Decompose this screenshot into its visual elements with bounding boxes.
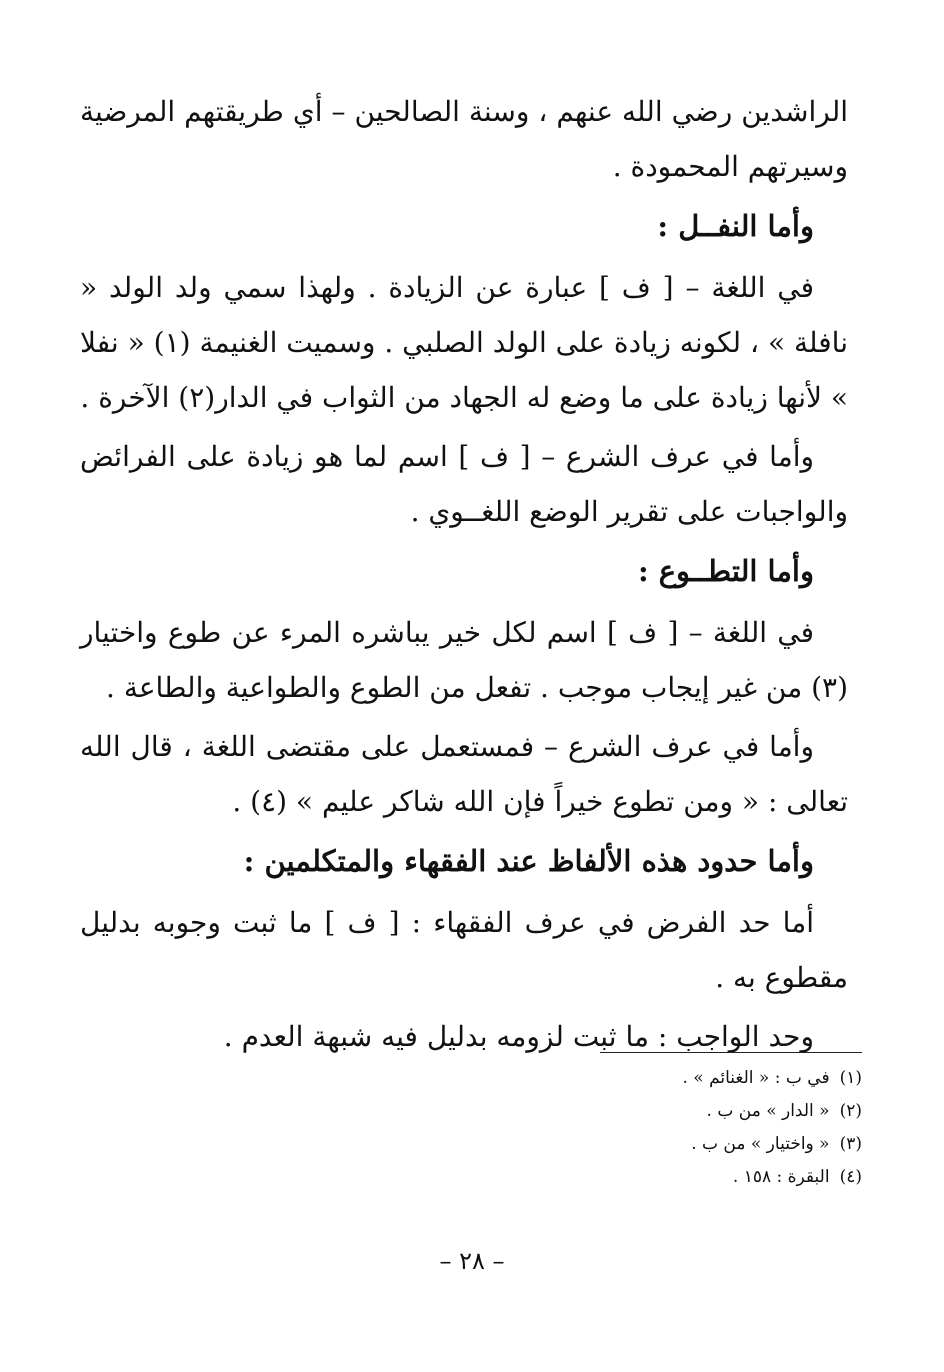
heading-hudud: وأما حدود هذه الألفاظ عند الفقهاء والمتكلمين : (243, 844, 814, 878)
paragraph-tatawwu-language: في اللغة – [ ف ] اسم لكل خير يباشره المرء عن طوع واختيار (٣) من غير إيجاب موجب . تفعل من الطوع والطواعية والطاعة . (80, 616, 848, 704)
footnote-3 (442, 1128, 862, 1161)
paragraph-fard-definition: أما حد الفرض في عرف الفقهاء : [ ف ] ما ثبت وجوبه بدليل مقطوع به . (80, 906, 848, 994)
paragraph-wajib-definition: وحد الواجب : ما ثبت لزومه بدليل فيه شبهة العدم . (223, 1020, 814, 1053)
footnote-4 (442, 1161, 862, 1194)
footnote-1 (442, 1062, 862, 1095)
footnote-text: « واختيار » من ب . (691, 1134, 830, 1154)
heading-tatawwu: وأما التطــوع : (637, 554, 814, 588)
footnotes (442, 1062, 862, 1194)
page-number: – ٢٨ – (439, 1247, 505, 1275)
paragraph-nafl-sharia: وأما في عرف الشرع – [ ف ] اسم لما هو زيادة على الفرائض والواجبات على تقرير الوضع اللغــوي . (80, 440, 848, 528)
heading-nafl: وأما النفــل : (657, 209, 814, 243)
footnote-divider (600, 1052, 862, 1053)
footnote-text: في ب : « الغنائم » . (682, 1068, 830, 1088)
footnote-text: البقرة : ١٥٨ . (732, 1167, 830, 1187)
paragraph-nafl-language: في اللغة – [ ف ] عبارة عن الزيادة . ولهذا سمي ولد الولد « نافلة » ، لكونه زيادة على الولد الصلبي . وسميت الغنيمة (١) « نفلا » لأنها زيادة على ما وضع له الجهاد من الثواب في الدار(٢) الآخرة . (80, 271, 848, 414)
footnote-number: (٤) (839, 1167, 862, 1187)
footnote-text: « الدار » من ب . (706, 1101, 830, 1121)
footnote-number: (٣) (839, 1134, 862, 1154)
paragraph-continuation: الراشدين رضي الله عنهم ، وسنة الصالحين – أي طريقتهم المرضية وسيرتهم المحمودة . (80, 95, 848, 183)
footnote-2 (442, 1095, 862, 1128)
main-text (80, 84, 848, 1068)
paragraph-tatawwu-sharia: وأما في عرف الشرع – فمستعمل على مقتضى اللغة ، قال الله تعالى : « ومن تطوع خيراً فإن الله شاكر عليم » (٤) . (80, 730, 848, 818)
footnote-number: (٢) (839, 1101, 862, 1121)
footnote-number: (١) (839, 1068, 862, 1088)
